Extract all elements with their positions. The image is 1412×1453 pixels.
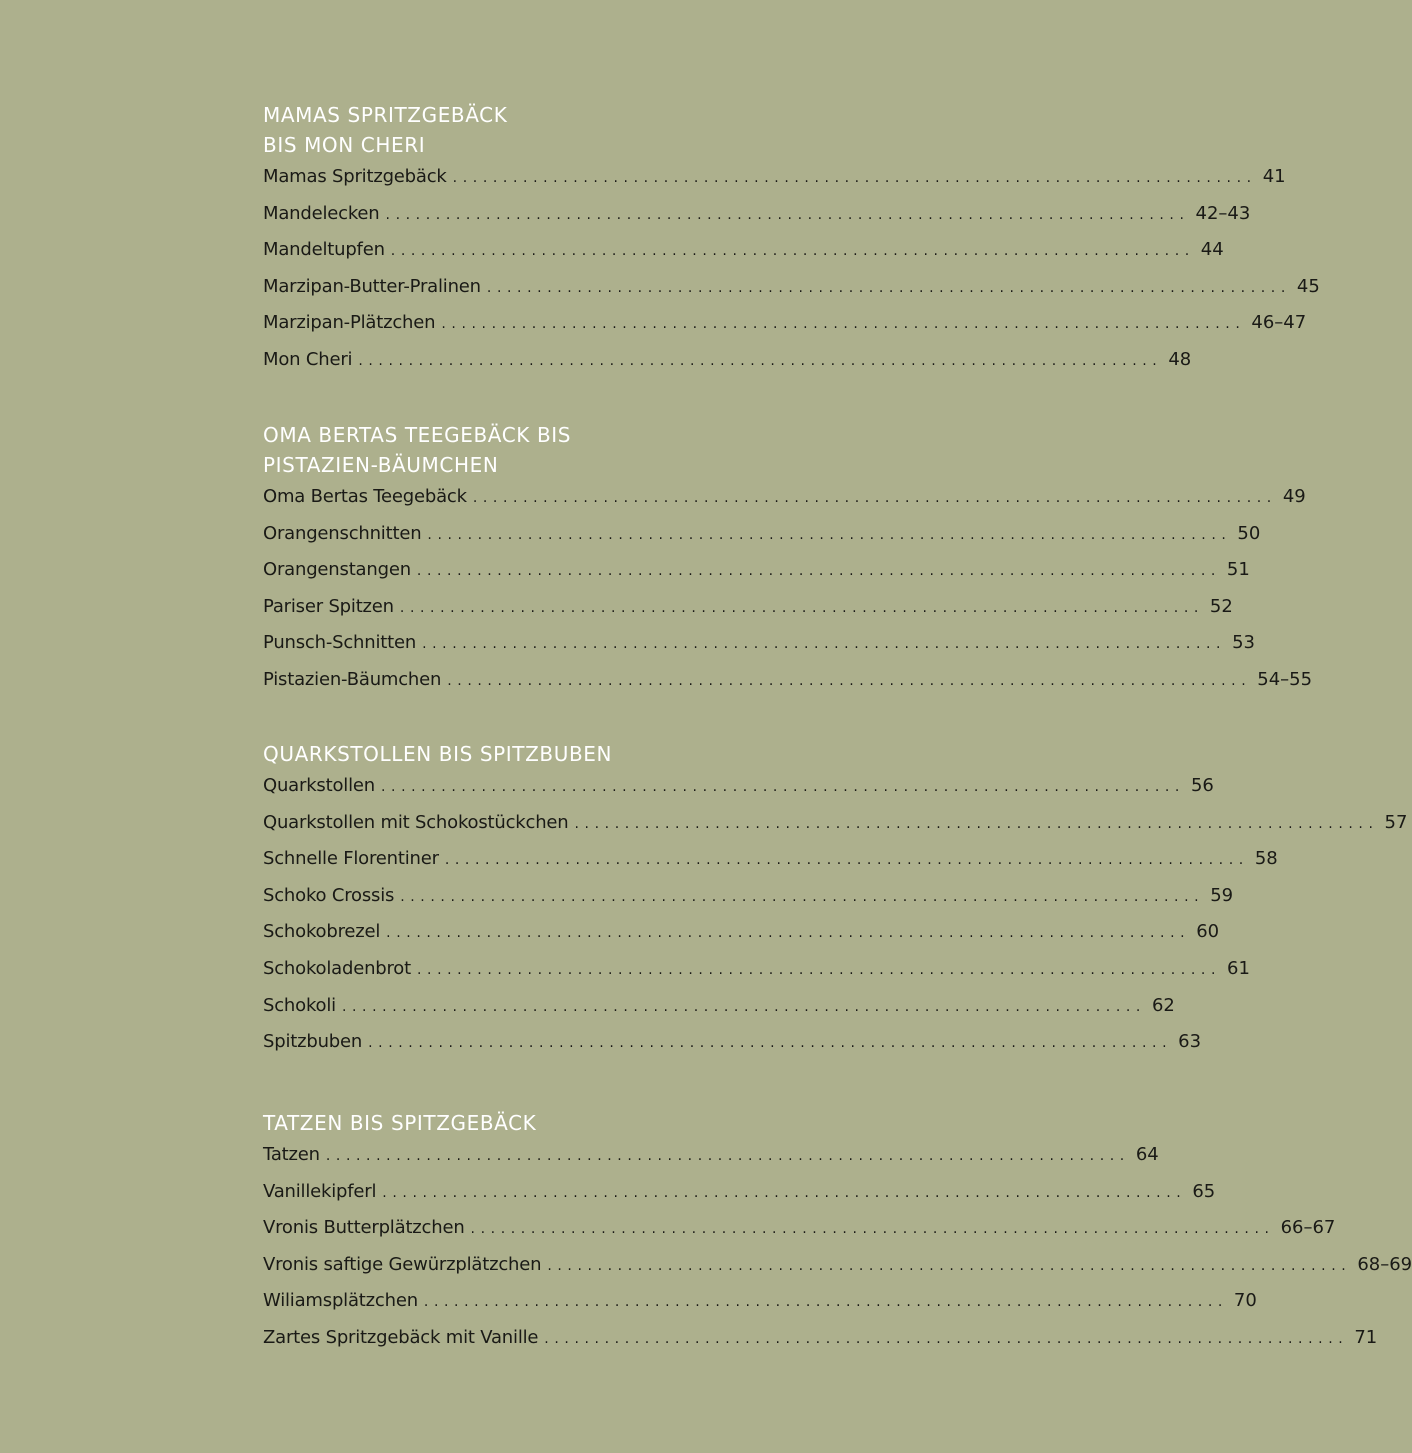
entry-title: Mandelecken bbox=[263, 202, 380, 224]
entry-title: Orangenstangen bbox=[263, 559, 411, 581]
dot-leader: ................................................................................ bbox=[385, 206, 1190, 223]
entry-title: Vronis Butterplätzchen bbox=[263, 1217, 465, 1239]
entry-title: Schokobrezel bbox=[263, 921, 381, 943]
entry-title: Schnelle Florentiner bbox=[263, 848, 439, 870]
entry-title: Mandeltupfen bbox=[263, 239, 385, 261]
dot-leader: ................................................................................ bbox=[390, 243, 1195, 260]
toc-entry bbox=[263, 552, 1250, 589]
dot-leader: ................................................................................ bbox=[547, 1257, 1352, 1274]
dot-leader: ................................................................................ bbox=[416, 961, 1221, 978]
entry-page-number: 48 bbox=[1168, 348, 1192, 370]
entry-title: Pariser Spitzen bbox=[263, 595, 394, 617]
entry-title: Marzipan-Plätzchen bbox=[263, 312, 436, 334]
toc-entry bbox=[263, 196, 1251, 233]
entry-title: Pistazien-Bäumchen bbox=[263, 668, 442, 690]
entry-title: Schoko Crossis bbox=[263, 884, 395, 906]
toc-entry bbox=[263, 662, 1313, 699]
entry-title: Wiliamsplätzchen bbox=[263, 1290, 418, 1312]
entry-title: Spitzbuben bbox=[263, 1031, 363, 1053]
section-heading: TATZEN BIS SPITZGEBÄCK bbox=[263, 1111, 537, 1135]
entry-page-number: 52 bbox=[1209, 595, 1233, 617]
entry-page-number: 63 bbox=[1178, 1031, 1202, 1053]
toc-entry bbox=[263, 625, 1255, 662]
entry-title: Mamas Spritzgebäck bbox=[263, 166, 447, 187]
toc-entry bbox=[263, 1320, 1378, 1357]
dot-leader: ................................................................................ bbox=[399, 599, 1204, 616]
toc-entry bbox=[263, 589, 1233, 626]
entry-page-number: 65 bbox=[1192, 1180, 1216, 1202]
dot-leader: ................................................................................ bbox=[341, 998, 1146, 1015]
entry-page-number: 46–47 bbox=[1251, 312, 1307, 334]
entry-page-number: 59 bbox=[1210, 884, 1234, 906]
toc-section bbox=[263, 100, 1320, 379]
entry-page-number: 50 bbox=[1237, 522, 1261, 544]
section-heading: BIS MON CHERI bbox=[263, 133, 426, 157]
toc-entry bbox=[263, 951, 1250, 988]
toc-section bbox=[263, 420, 1313, 699]
toc-entry bbox=[263, 342, 1192, 379]
entry-page-number: 61 bbox=[1227, 957, 1250, 979]
dot-leader: ................................................................................ bbox=[486, 279, 1291, 296]
entry-title: Tatzen bbox=[263, 1144, 320, 1165]
entry-page-number: 49 bbox=[1282, 486, 1306, 507]
toc-entry bbox=[263, 841, 1278, 878]
entry-title: Vronis saftige Gewürzplätzchen bbox=[263, 1253, 542, 1275]
toc-entry bbox=[263, 1283, 1257, 1320]
entry-title: Orangenschnitten bbox=[263, 522, 422, 544]
toc-section bbox=[263, 739, 1408, 1061]
entry-page-number: 42–43 bbox=[1195, 202, 1251, 224]
toc-entry bbox=[263, 516, 1261, 553]
entry-page-number: 58 bbox=[1254, 848, 1278, 870]
dot-leader: ................................................................................ bbox=[380, 779, 1185, 795]
toc-entry-list bbox=[263, 479, 1313, 699]
dot-leader: ................................................................................ bbox=[472, 490, 1277, 506]
toc-entry bbox=[263, 768, 1214, 805]
dot-leader: ................................................................................ bbox=[444, 852, 1249, 869]
entry-page-number: 51 bbox=[1226, 559, 1250, 581]
dot-leader: ................................................................................ bbox=[427, 526, 1232, 543]
entry-page-number: 71 bbox=[1354, 1326, 1378, 1348]
entry-title: Schokoli bbox=[263, 994, 336, 1016]
toc-entry bbox=[263, 232, 1224, 269]
entry-page-number: 70 bbox=[1233, 1290, 1257, 1312]
dot-leader: ................................................................................ bbox=[358, 352, 1163, 369]
entry-page-number: 45 bbox=[1296, 275, 1320, 297]
entry-title: Punsch-Schnitten bbox=[263, 632, 417, 654]
toc-entry bbox=[263, 878, 1234, 915]
toc-entry bbox=[263, 1024, 1202, 1061]
entry-title: Schokoladenbrot bbox=[263, 957, 411, 979]
toc-entry bbox=[263, 805, 1408, 842]
entry-page-number: 62 bbox=[1151, 994, 1175, 1016]
entry-page-number: 66–67 bbox=[1280, 1217, 1336, 1239]
dot-leader: ................................................................................ bbox=[416, 563, 1221, 580]
entry-page-number: 44 bbox=[1200, 239, 1224, 261]
toc-section bbox=[263, 1108, 1412, 1357]
section-heading: QUARKSTOLLEN BIS SPITZBUBEN bbox=[263, 742, 613, 766]
entry-page-number: 41 bbox=[1262, 166, 1286, 187]
entry-page-number: 57 bbox=[1384, 811, 1408, 833]
dot-leader: ................................................................................ bbox=[423, 1294, 1228, 1311]
dot-leader: ................................................................................ bbox=[400, 888, 1205, 905]
entry-page-number: 60 bbox=[1196, 921, 1220, 943]
toc-entry bbox=[263, 269, 1320, 306]
toc-entry bbox=[263, 988, 1175, 1025]
toc-entry-list bbox=[263, 1137, 1412, 1357]
dot-leader: ................................................................................ bbox=[452, 170, 1257, 186]
entry-title: Vanillekipferl bbox=[263, 1180, 377, 1202]
section-heading: PISTAZIEN-BÄUMCHEN bbox=[263, 453, 499, 477]
dot-leader: ................................................................................ bbox=[382, 1184, 1187, 1201]
toc-entry bbox=[263, 1247, 1412, 1284]
dot-leader: ................................................................................ bbox=[470, 1221, 1275, 1238]
entry-page-number: 54–55 bbox=[1257, 668, 1313, 690]
section-heading: OMA BERTAS TEEGEBÄCK BIS bbox=[263, 423, 572, 447]
toc-entry bbox=[263, 479, 1306, 516]
entry-title: Marzipan-Butter-Pralinen bbox=[263, 275, 481, 297]
entry-title: Mon Cheri bbox=[263, 348, 353, 370]
toc-entry bbox=[263, 305, 1307, 342]
entry-page-number: 64 bbox=[1135, 1144, 1159, 1165]
entry-page-number: 56 bbox=[1190, 775, 1214, 796]
entry-title: Oma Bertas Teegebäck bbox=[263, 486, 467, 507]
entry-title: Quarkstollen bbox=[263, 775, 375, 796]
dot-leader: ................................................................................ bbox=[447, 672, 1252, 689]
entry-page-number: 53 bbox=[1232, 632, 1255, 654]
dot-leader: ................................................................................ bbox=[422, 636, 1227, 653]
toc-entry bbox=[263, 914, 1220, 951]
toc-entry bbox=[263, 1137, 1159, 1174]
entry-title: Quarkstollen mit Schokostückchen bbox=[263, 811, 569, 833]
dot-leader: ................................................................................ bbox=[368, 1035, 1173, 1052]
dot-leader: ................................................................................ bbox=[386, 925, 1191, 942]
entry-title: Zartes Spritzgebäck mit Vanille bbox=[263, 1326, 539, 1348]
dot-leader: ................................................................................ bbox=[325, 1148, 1130, 1164]
toc-entry-list bbox=[263, 768, 1408, 1061]
dot-leader: ................................................................................ bbox=[544, 1330, 1349, 1347]
toc-entry-list bbox=[263, 159, 1320, 379]
dot-leader: ................................................................................ bbox=[441, 316, 1246, 333]
dot-leader: ................................................................................ bbox=[574, 815, 1379, 832]
toc-entry bbox=[263, 159, 1286, 196]
toc-entry bbox=[263, 1210, 1336, 1247]
toc-entry bbox=[263, 1174, 1216, 1211]
section-heading: MAMAS SPRITZGEBÄCK bbox=[263, 103, 508, 127]
entry-page-number: 68–69 bbox=[1357, 1253, 1412, 1275]
